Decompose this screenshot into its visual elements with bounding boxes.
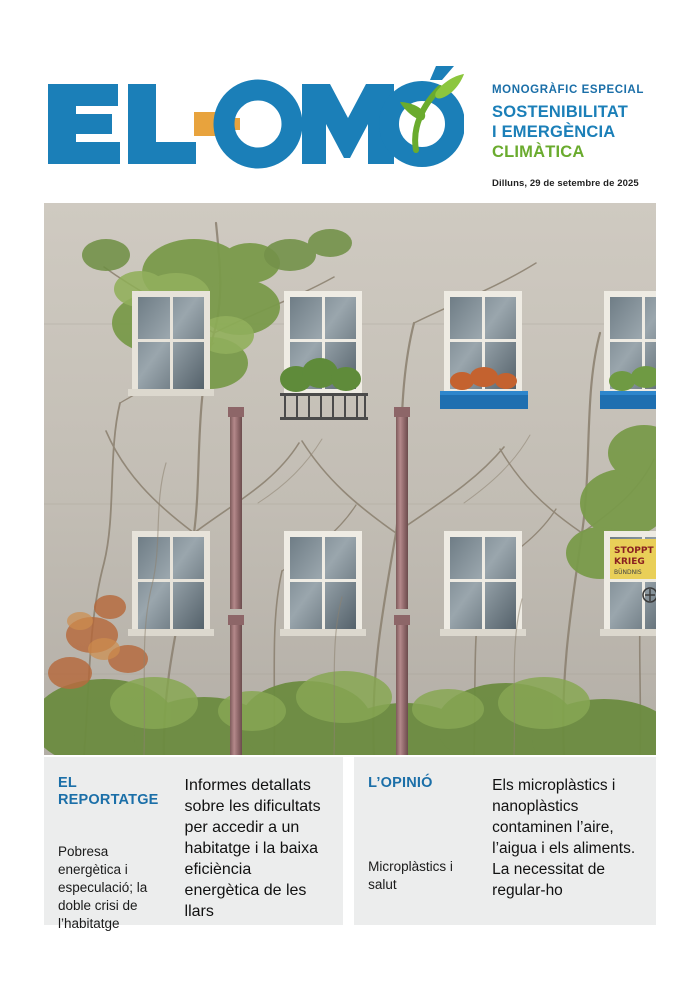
teaser-0-headline: Informes detallats sobre les dificultats per accedir a un habitatge i la baixa eficiència energètica de les llars: [184, 777, 321, 920]
logo-icon: [44, 62, 464, 172]
teaser-divider: [343, 757, 355, 925]
svg-text:KRIEG: KRIEG: [614, 557, 645, 567]
svg-text:STOPPT: STOPPT: [614, 546, 654, 556]
window: [280, 531, 366, 636]
el-mon-logo[interactable]: [44, 62, 464, 172]
window: [600, 291, 656, 409]
teaser-0-headline-block[interactable]: [173, 757, 343, 925]
teaser-1-headline: Els microplàstics i nanoplàstics contaminen l’aire, l’aigua i els aliments. La necessitat de regular-ho: [492, 777, 636, 899]
special-line-2: I EMERGÈNCIA: [492, 123, 616, 141]
window: [600, 531, 656, 636]
building-facade-image: [44, 203, 656, 755]
masthead-special-block: [492, 84, 700, 189]
svg-text:BÜNDNIS: BÜNDNIS: [614, 569, 642, 576]
special-kicker: MONOGRÀFIC ESPECIAL: [492, 84, 644, 96]
window: [128, 291, 214, 396]
teaser-0-subtitle: Pobresa energètica i especulació; la doble crisi de l’habitatge: [58, 844, 148, 931]
teaser-0-label-block[interactable]: [44, 757, 173, 931]
window: [440, 531, 526, 636]
teaser-1-label-block[interactable]: [354, 757, 480, 925]
teaser-1-tag: L’OPINIÓ: [368, 775, 433, 791]
special-line-3: CLIMÀTICA: [492, 143, 585, 161]
dateline: Dilluns, 29 de setembre de 2025: [492, 178, 639, 189]
special-line-1: SOSTENIBILITAT: [492, 103, 629, 121]
teaser-1-subtitle: Microplàstics i salut: [368, 859, 453, 892]
masthead: [44, 62, 656, 190]
teaser-1-headline-block[interactable]: [480, 757, 656, 925]
cover-photo: [44, 203, 656, 755]
window: [440, 291, 528, 409]
window: [128, 531, 214, 636]
teaser-strip: [44, 757, 656, 931]
teaser-0-tag: EL REPORTATGE: [58, 775, 159, 808]
